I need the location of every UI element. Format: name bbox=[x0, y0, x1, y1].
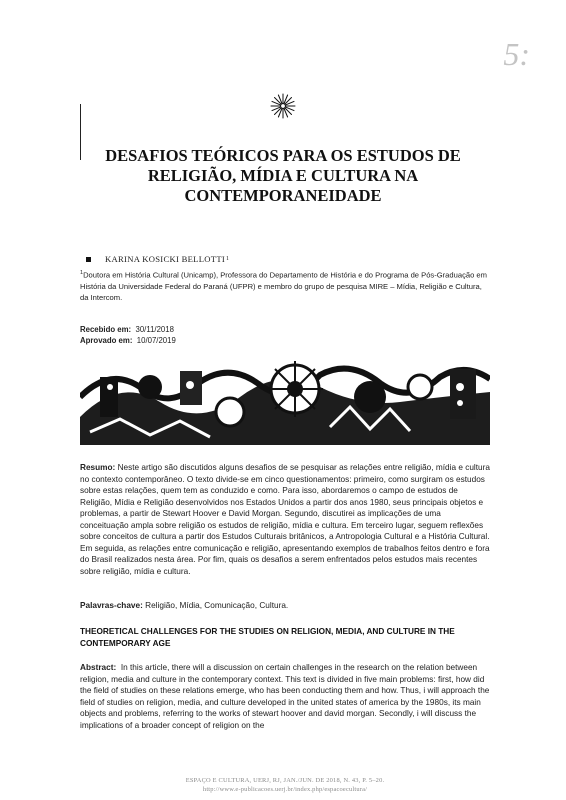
square-bullet-icon bbox=[86, 257, 91, 262]
title-line: DESAFIOS TEÓRICOS PARA OS ESTUDOS DE bbox=[105, 146, 461, 165]
received-date-row bbox=[80, 324, 176, 335]
journal-footer bbox=[80, 776, 490, 794]
title-line: CONTEMPORANEIDADE bbox=[184, 186, 382, 205]
abstract-paragraph bbox=[80, 662, 490, 732]
affiliation-text: Doutora em História Cultural (Unicamp), Professora do Departamento de História e do Programa de Pós-Graduação em História da Universidade Federal do Paraná (UFPR) e membro do grupo de pesquisa MIRE – Mídia, Religião e Cultura, da Intercom. bbox=[80, 270, 487, 302]
resumo-paragraph bbox=[80, 462, 490, 577]
decorative-engraving-banner bbox=[80, 357, 490, 445]
affiliation-footnote-marker: 1 bbox=[80, 270, 84, 276]
title-line: RELIGIÃO, MÍDIA E CULTURA NA bbox=[147, 166, 419, 185]
received-date: 30/11/2018 bbox=[135, 325, 174, 334]
article-title bbox=[60, 146, 506, 206]
footer-url[interactable]: http://www.e-publicacoes.uerj.br/index.php/espacoecultura/ bbox=[202, 786, 368, 793]
author-line bbox=[86, 254, 229, 264]
author-footnote-marker: 1 bbox=[226, 256, 230, 262]
keywords-label: Palavras-chave: bbox=[80, 601, 143, 610]
english-title: THEORETICAL CHALLENGES FOR THE STUDIES ON RELIGION, MEDIA, AND CULTURE IN THE CONTEMPORARY AGE bbox=[80, 627, 455, 648]
page-number: 5: bbox=[503, 36, 530, 72]
author-name: KARINA KOSICKI BELLOTTI bbox=[105, 254, 226, 264]
resumo-label: Resumo: bbox=[80, 463, 116, 472]
keywords-text: Religião, Mídia, Comunicação, Cultura. bbox=[145, 601, 289, 610]
author-affiliation bbox=[80, 268, 490, 303]
received-label: Recebido em: bbox=[80, 325, 132, 334]
resumo-text: Neste artigo são discutidos alguns desafios de se pesquisar as relações entre religião, mídia e cultura no contexto contemporâneo. O texto divide-se em cinco questionamentos: primeiro, como surgiram os estudos sobre estas relações, quem tem as conduzido e como. Para isso, abordaremos o campo de estudos de Religião, Mídia e Religião desenvolvidos nos Estados Unidos a partir dos anos 1980, seus principais objetos e problemas, a partir de Stewart Hoover e David Morgan. Segundo, discutirei as implicações de uma conceituação ampla sobre religião os estudos de religião, mídia e cultura. Em terceiro lugar, seguem reflexões sobre conceitos de cultura a partir dos Estudos Culturais britânicos, a Antropologia Cultural e a História Cultural. Em seguida, as relações entre comunicação e religião, apresentando exemplos de trabalhos feitos dentro e fora do Brasil realizados nesta área. Por fim, quais os desafios a serem enfrentados pelos estudos mais recentes sobre religião, mídia e cultura. bbox=[80, 463, 490, 576]
keywords-line bbox=[80, 600, 490, 611]
abstract-label: Abstract: bbox=[80, 663, 117, 672]
approved-date: 10/07/2019 bbox=[136, 336, 176, 345]
sunburst-ornament-icon bbox=[270, 93, 296, 119]
footer-citation: ESPAÇO E CULTURA, UERJ, RJ, JAN./JUN. DE 2018, N. 43, P. 5–20. bbox=[185, 777, 385, 784]
submission-dates bbox=[80, 324, 176, 346]
approved-label: Aprovado em: bbox=[80, 336, 133, 345]
abstract-text: In this article, there will a discussion on certain challenges in the research on the relation between religion, media and culture in the contemporary context. This text is divided in five main problems: first, how did the field of studies on these relations emerge, who has been conducting them and how. Thus, i will approach the field of studies on religion, media, and culture developed in the united states of america by the 1980s, its main objects and problems, referring to the works of stewart hoover and david morgan. Secondly, i will discuss the implications of a broader concept of religion on the bbox=[80, 663, 490, 730]
approved-date-row bbox=[80, 335, 176, 346]
